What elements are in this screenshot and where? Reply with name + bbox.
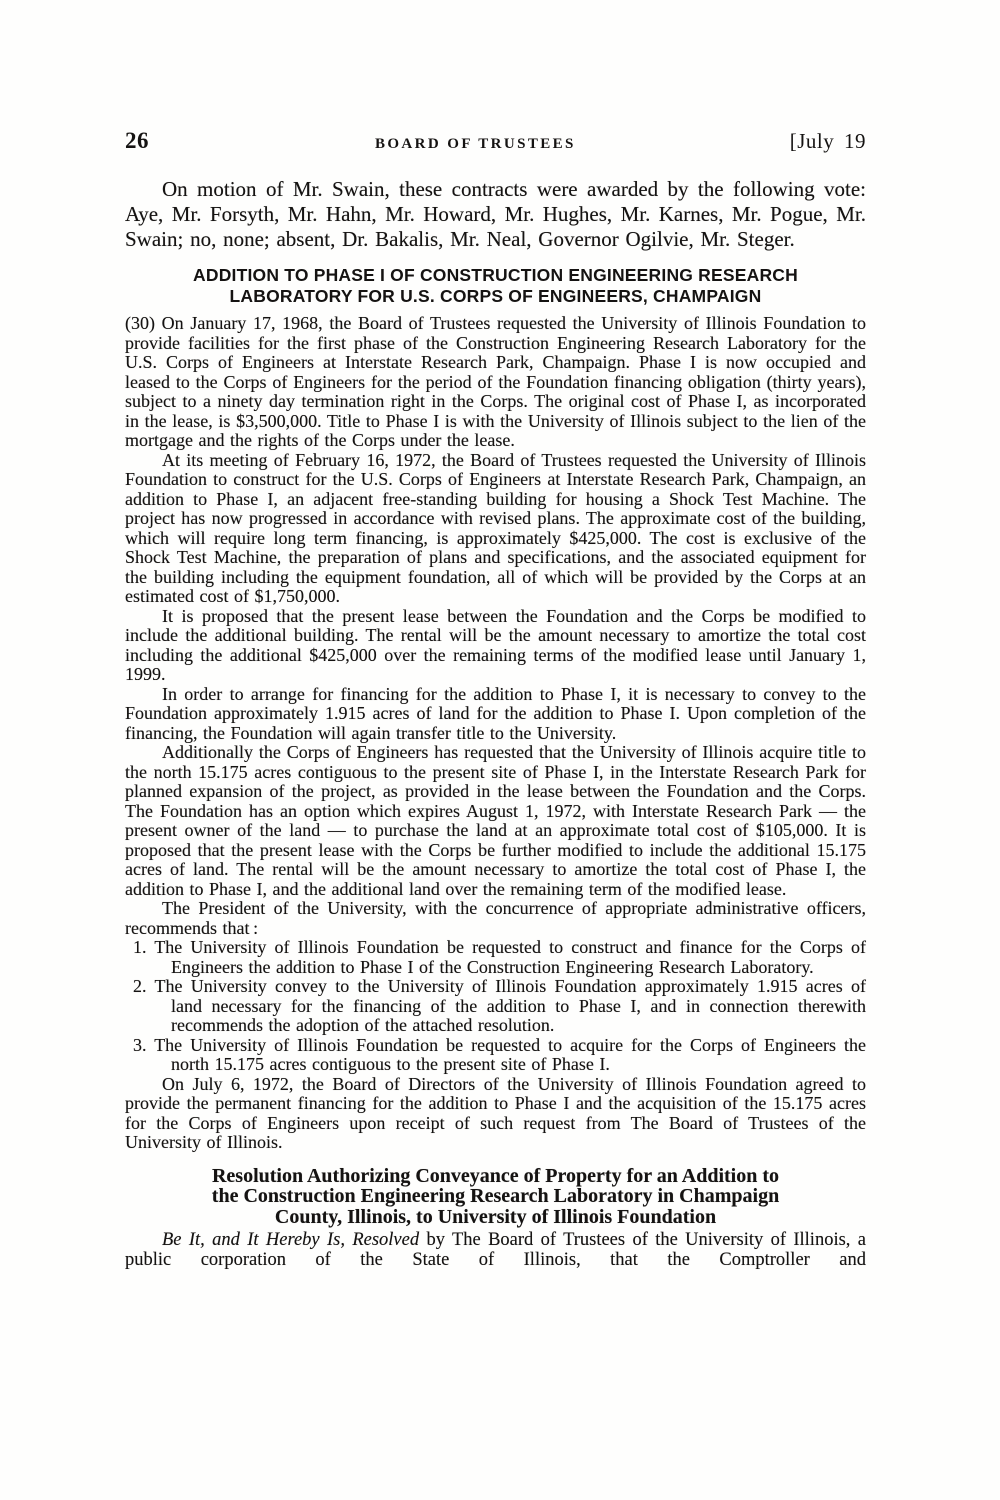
recommendation-item-2 — [125, 977, 866, 1036]
running-title: BOARD OF TRUSTEES — [374, 136, 576, 152]
recommendation-item-3 — [125, 1036, 866, 1075]
resolution-heading-line-2: the Construction Engineering Research Laboratory in Champaign — [211, 1185, 780, 1207]
resolution-heading-line-1: Resolution Authorizing Conveyance of Property for an Addition to — [211, 1164, 780, 1187]
recommendation-item-1 — [125, 938, 866, 977]
resolution-italic-lead: Be It, and It Hereby Is, Resolved — [162, 1230, 420, 1250]
report-body — [125, 314, 866, 1153]
recommendation-number: 2. — [133, 976, 147, 996]
recommendation-number: 3. — [133, 1034, 147, 1055]
resolution-body-text: by The Board of Trustees of the University of Illinois, a public corporation of the State of Illinois, that the Comptroller and — [125, 1230, 866, 1270]
page-content — [125, 128, 866, 1270]
section-heading-line-2: LABORATORY FOR U.S. CORPS OF ENGINEERS, CHAMPAIGN — [229, 286, 762, 306]
report-paragraph-president-recommends: The President of the University, with the concurrence of appropriate administrative officers, recommends that : — [125, 898, 866, 938]
report-paragraph-additional-land: Additionally the Corps of Engineers has requested that the University of Illinois acquire title to the north 15.175 acres contiguous to the present site of Phase I, in the Interstate Research Park for planned expansion of the project, as provided in the lease between the Foundation and the Corps. The Foundation has an option which expires August 1, 1972, with Interstate Research Park — the present owner of the land — to purchase the land at an approximate total cost of $105,000. It is proposed that the present lease with the Corps be further modified to include the additional 15.175 acres of land. The rental will be the amount necessary to amortize the total cost of Phase I, the addition to Phase I, and the additional land over the remaining term of the modified lease. — [125, 742, 866, 899]
resolution-paragraph — [125, 1230, 866, 1270]
page-number: 26 — [125, 128, 149, 153]
running-head — [125, 128, 866, 154]
report-paragraph-30: (30) On January 17, 1968, the Board of Trustees requested the University of Illinois Foundation to provide facilities for the first phase of the Construction Engineering Research Laboratory for the U.S. Corps of Engineers at Interstate Research Park, Champaign. Phase I is now occupied and leased to the Corps of Engineers for the period of the Foundation financing obligation (thirty years), subject to a ninety day termination right in the Corps. The original cost of Phase I, as incorporated in the lease, is $3,500,000. Title to Phase I is with the University of Illinois subject to the lien of the mortgage and the rights of the Corps under the lease. — [125, 313, 866, 450]
recommendation-text: The University convey to the University of Illinois Foundation approximately 1.915 acres of land necessary for the financing of the addition to Phase I, and in connection therewith recommends the adoption of the attached resolution. — [154, 976, 866, 1035]
recommendation-text: The University of Illinois Foundation be requested to acquire for the Corps of Engineers the north 15.175 acres contiguous to the present site of Phase I. — [154, 1034, 866, 1074]
recommendation-number: 1. — [133, 937, 147, 957]
report-paragraph-meeting: At its meeting of February 16, 1972, the Board of Trustees requested the University of Illinois Foundation to construct for the U.S. Corps of Engineers at Interstate Research Park, Champaign, an addition to Phase I, an adjacent free-standing building for housing a Shock Test Machine. The project has now progressed in accordance with revised plans. The approximate cost of the building, which will require long term financing, is approximately $425,000. The cost is exclusive of the Shock Test Machine, the preparation of plans and specifications, and the associated equipment for the building including the equipment foundation, all of which will be provided by the Corps at an estimated cost of $1,750,000. — [125, 449, 866, 606]
resolution-heading-line-3: County, Illinois, to University of Illinois Foundation — [274, 1205, 717, 1228]
section-heading — [125, 265, 866, 307]
report-paragraph-closing: On July 6, 1972, the Board of Directors of the University of Illinois Foundation agreed to provide the permanent financing for the addition to Phase I and the acquisition of the 15.175 acres for the Corps of Engineers upon receipt of such request from The Board of Trustees of the University of Illinois. — [125, 1073, 866, 1152]
recommendation-text: The University of Illinois Foundation be requested to construct and finance for the Corps of Engineers the addition to Phase I of the Construction Engineering Research Laboratory. — [154, 937, 866, 977]
report-paragraph-lease-modification: It is proposed that the present lease between the Foundation and the Corps be modified to include the additional building. The rental will be the amount necessary to amortize the total cost including the additional $425,000 over the remaining terms of the modified lease until January 1, 1999. — [125, 605, 866, 684]
intro-paragraph: On motion of Mr. Swain, these contracts were awarded by the following vote: Aye, Mr. Forsyth, Mr. Hahn, Mr. Howard, Mr. Hughes, Mr. Karnes, Mr. Pogue, Mr. Swain; no, none; absent, Dr. Bakalis, Mr. Neal, Governor Ogilvie, Mr. Steger. — [125, 177, 866, 251]
date-header: [July 19 — [789, 129, 866, 153]
resolution-heading — [125, 1166, 866, 1228]
section-heading-line-1: ADDITION TO PHASE I OF CONSTRUCTION ENGINEERING RESEARCH — [193, 265, 798, 285]
report-paragraph-financing: In order to arrange for financing for the addition to Phase I, it is necessary to convey to the Foundation approximately 1.915 acres of land for the addition to Phase I. Upon completion of the financing, the Foundation will again transfer title to the University. — [125, 683, 866, 743]
